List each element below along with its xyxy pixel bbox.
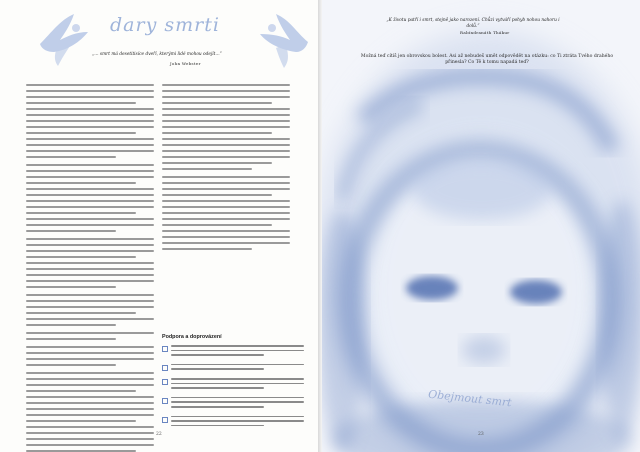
checkbox-bullet-icon xyxy=(162,417,168,423)
text-line xyxy=(171,416,304,418)
checkbox-bullet-icon xyxy=(162,379,168,385)
text-line xyxy=(162,242,290,244)
body-paragraph xyxy=(26,372,154,452)
text-line xyxy=(162,126,290,128)
text-line xyxy=(26,318,154,320)
text-line xyxy=(171,387,264,389)
text-line xyxy=(26,244,154,246)
text-line xyxy=(26,114,154,116)
checkbox-bullet-icon xyxy=(162,365,168,371)
text-line xyxy=(26,132,136,134)
text-line xyxy=(26,306,154,308)
text-line xyxy=(162,162,272,164)
text-line xyxy=(162,108,290,110)
watercolor-face-illustration xyxy=(322,0,640,452)
text-line xyxy=(26,206,154,208)
text-line xyxy=(26,230,116,232)
text-line xyxy=(162,150,290,152)
text-line xyxy=(26,164,154,166)
left-page xyxy=(0,0,318,452)
text-line xyxy=(26,176,154,178)
text-line xyxy=(26,286,116,288)
text-line xyxy=(171,420,304,422)
text-line xyxy=(162,168,252,170)
text-line xyxy=(162,230,290,232)
text-line xyxy=(26,358,154,360)
text-line xyxy=(26,194,154,196)
quote-author: Rabíndranáth Thákur xyxy=(460,30,510,35)
text-line xyxy=(26,438,154,440)
text-line xyxy=(162,96,290,98)
text-line xyxy=(171,368,264,370)
text-line xyxy=(26,280,154,282)
page-title: dary smrti xyxy=(110,14,220,36)
checkbox-bullet-icon xyxy=(162,398,168,404)
text-line xyxy=(26,90,154,92)
text-line xyxy=(26,294,154,296)
text-line xyxy=(26,324,116,326)
body-paragraph xyxy=(26,346,154,366)
text-line xyxy=(162,120,290,122)
body-column-right xyxy=(162,84,290,256)
text-line xyxy=(26,426,154,428)
text-line xyxy=(171,383,304,385)
text-line xyxy=(171,364,304,366)
text-line xyxy=(26,212,136,214)
text-line xyxy=(171,354,264,356)
epigraph: „… smrt má desetitisíce dveří, kterými lidé mohou odejít…“ xyxy=(92,52,222,57)
text-line xyxy=(26,218,154,220)
text-line xyxy=(26,408,154,410)
text-line xyxy=(171,378,304,380)
body-paragraph xyxy=(162,84,290,170)
text-line xyxy=(26,200,154,202)
text-line xyxy=(26,268,154,270)
bird-illustration-right xyxy=(238,2,318,72)
text-line xyxy=(26,102,136,104)
text-line xyxy=(171,345,304,347)
text-line xyxy=(162,102,272,104)
support-list-item xyxy=(162,416,304,430)
bird-illustration-left xyxy=(30,2,110,72)
text-line xyxy=(26,444,154,446)
text-line xyxy=(26,108,154,110)
text-line xyxy=(162,248,252,250)
text-line xyxy=(162,114,290,116)
support-box-title: Podpora a doprovázení xyxy=(162,334,222,340)
text-line xyxy=(162,224,272,226)
text-line xyxy=(26,390,136,392)
text-line xyxy=(26,364,116,366)
text-line xyxy=(26,432,154,434)
illustration-handwritten-caption: Obejmout smrt xyxy=(427,387,513,410)
text-line xyxy=(26,274,154,276)
body-paragraph xyxy=(26,238,154,288)
intro-paragraph: Možná teď cítíš jen obrovskou bolest. Asi až nebudeš umět odpovědět na otázku: co Ti ztráta Tvého drahého přinesla? Co Tě k tomu napadá teď? xyxy=(360,54,614,65)
text-line xyxy=(26,144,154,146)
text-line xyxy=(26,352,154,354)
text-line xyxy=(26,346,154,348)
text-line xyxy=(26,138,154,140)
support-list-item xyxy=(162,345,304,359)
text-line xyxy=(162,236,290,238)
support-list-item xyxy=(162,378,304,392)
support-list-item xyxy=(162,397,304,411)
support-list-item xyxy=(162,364,304,373)
text-line xyxy=(26,120,154,122)
text-line xyxy=(162,200,290,202)
body-paragraph xyxy=(26,332,154,340)
epigraph-author: John Webster xyxy=(170,61,201,66)
text-line xyxy=(26,420,136,422)
text-line xyxy=(162,132,272,134)
text-line xyxy=(26,250,154,252)
text-line xyxy=(26,126,154,128)
text-line xyxy=(162,144,290,146)
body-paragraph xyxy=(26,164,154,232)
page-number-right: 23 xyxy=(478,432,484,437)
body-paragraph xyxy=(26,294,154,326)
text-line xyxy=(26,338,116,340)
text-line xyxy=(26,300,154,302)
text-line xyxy=(162,206,290,208)
text-line xyxy=(162,218,290,220)
text-line xyxy=(162,176,290,178)
text-line xyxy=(26,312,136,314)
page-quote: „K životu patří i smrt, stejně jako narození. Chůzi vytváří pohyb nohou nahoru i dolů.“ xyxy=(386,18,560,29)
text-line xyxy=(26,378,154,380)
text-line xyxy=(26,238,154,240)
text-line xyxy=(162,84,290,86)
text-line xyxy=(171,425,264,427)
text-line xyxy=(26,182,136,184)
support-box-list xyxy=(162,345,304,429)
text-line xyxy=(171,350,304,352)
right-page xyxy=(322,0,640,452)
text-line xyxy=(162,90,290,92)
text-line xyxy=(26,262,154,264)
text-line xyxy=(26,384,154,386)
text-line xyxy=(162,194,272,196)
text-line xyxy=(26,170,154,172)
text-line xyxy=(162,182,290,184)
page-number-left: 22 xyxy=(156,432,162,437)
support-box xyxy=(162,334,304,434)
text-line xyxy=(162,156,290,158)
text-line xyxy=(26,332,154,334)
text-line xyxy=(171,406,264,408)
text-line xyxy=(26,372,154,374)
text-line xyxy=(26,256,136,258)
text-line xyxy=(162,188,290,190)
text-line xyxy=(171,401,304,403)
text-line xyxy=(26,96,154,98)
body-paragraph xyxy=(26,84,154,158)
text-line xyxy=(26,150,154,152)
text-line xyxy=(26,156,116,158)
text-line xyxy=(26,396,154,398)
text-line xyxy=(26,402,154,404)
text-line xyxy=(26,224,154,226)
text-line xyxy=(26,84,154,86)
text-line xyxy=(171,397,304,399)
text-line xyxy=(26,414,154,416)
checkbox-bullet-icon xyxy=(162,346,168,352)
body-column-left xyxy=(26,84,154,452)
text-line xyxy=(162,212,290,214)
text-line xyxy=(162,138,290,140)
text-line xyxy=(26,188,154,190)
body-paragraph xyxy=(162,176,290,250)
